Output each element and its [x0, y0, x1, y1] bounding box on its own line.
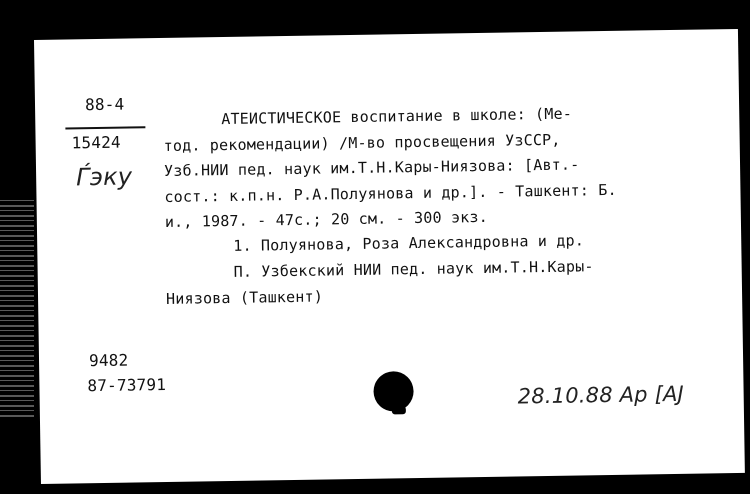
scan-edge-noise [0, 200, 34, 420]
entry-line-5: и., 1987. - 47с.; 20 см. - 300 экз. [164, 207, 489, 231]
entry-line-7: П. Узбекский НИИ пед. наук им.Т.Н.Кары- [233, 257, 594, 281]
handwritten-date: 28.10.88 Ар [АЈ [517, 381, 685, 409]
ink-blot-tail [392, 406, 406, 414]
catalog-card [34, 29, 745, 484]
accession-number-2: 87-73791 [87, 374, 167, 396]
entry-line-3: Узб.НИИ пед. наук им.Т.Н.Кары-Ниязова: [Авт.- [163, 155, 580, 180]
entry-line-6: 1. Полуянова, Роза Александровна и др. [233, 231, 585, 255]
call-number-bottom: 15424 [71, 132, 121, 153]
entry-line-2: тод. рекомендации) /М-во просвещения УзССР, [163, 130, 561, 155]
call-number-divider [65, 126, 145, 129]
entry-line-1: АТЕИСТИЧЕСКОЕ воспитание в школе: (Ме- [221, 104, 573, 129]
entry-line-4: сост.: к.п.н. Р.А.Полуянова и др.]. - Ташкент: Б. [164, 180, 617, 206]
handwritten-mark: Ѓэку [75, 162, 133, 192]
call-number-top: 88-4 [84, 94, 125, 115]
accession-number-1: 9482 [88, 350, 129, 371]
entry-line-8: Ниязова (Ташкент) [165, 287, 324, 308]
